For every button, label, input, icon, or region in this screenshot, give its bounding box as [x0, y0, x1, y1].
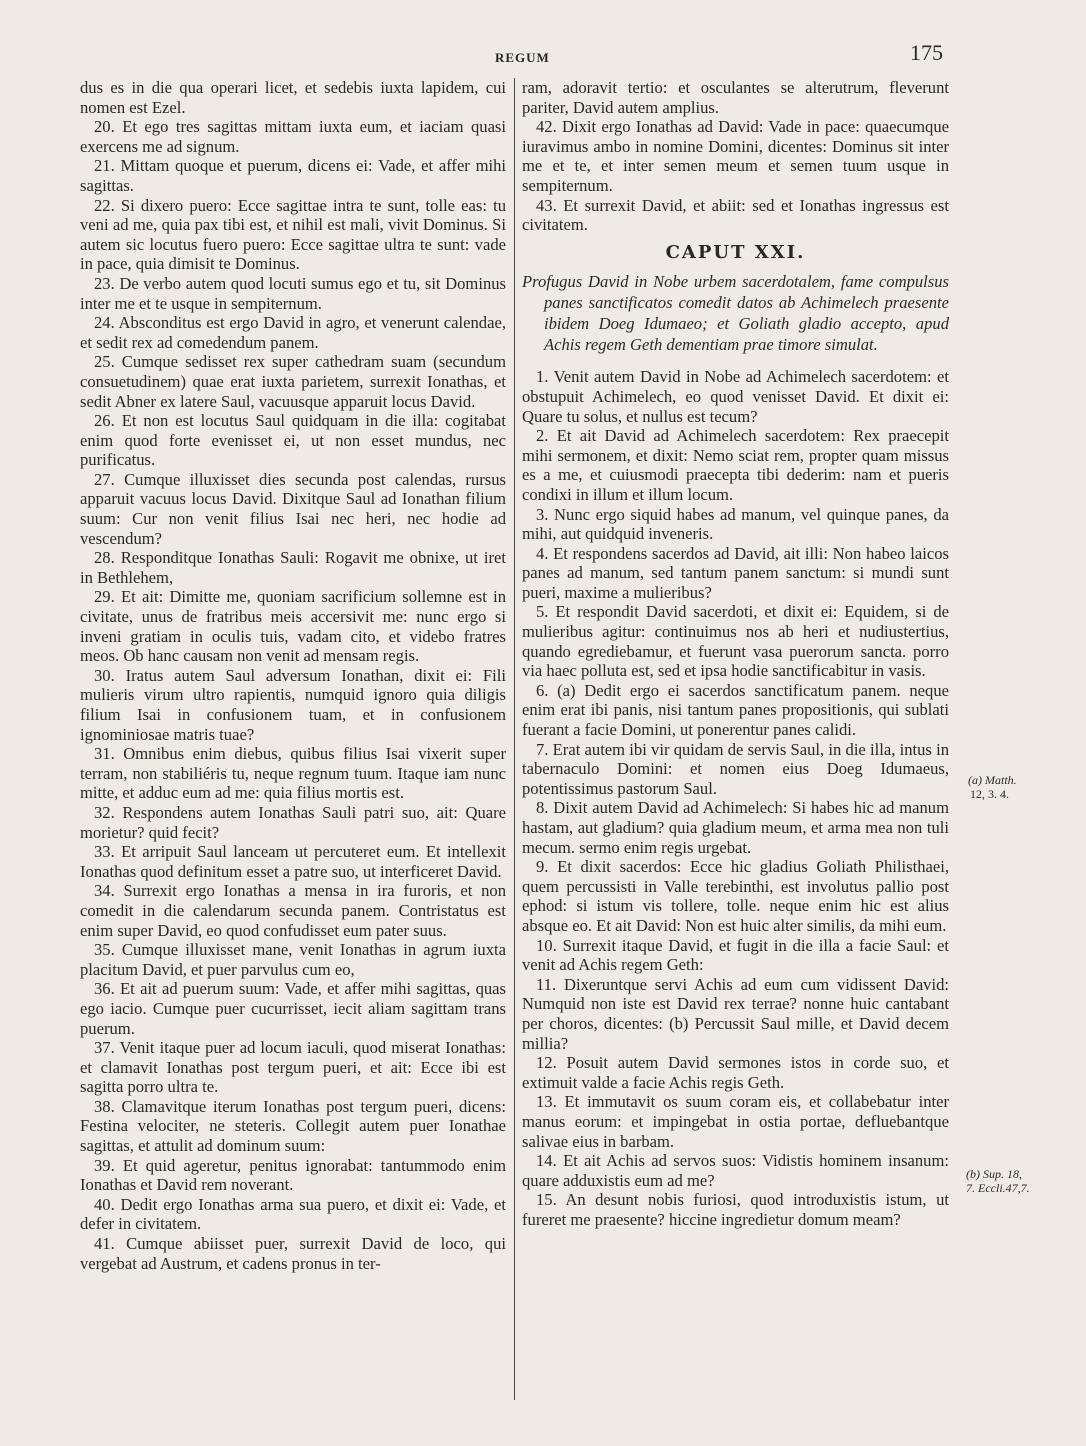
footnote-a-label: (a) Matth. [968, 773, 1017, 787]
verse-paragraph: 20. Et ego tres sagittas mittam iuxta eum, et iaciam quasi exercens me ad signum. [80, 117, 506, 156]
verse-paragraph: 1. Venit autem David in Nobe ad Achimelech sacerdotem: et obstupuit Achimelech, eo quod venisset David. Et dixit ei: Quare tu solus, et nullus est tecum? [522, 367, 949, 426]
verse-paragraph: 11. Dixeruntque servi Achis ad eum cum vidissent David: Numquid non iste est David rex terrae? nonne huic cantabant per choros, dicentes: (b) Percussit Saul mille, et David decem millia? [522, 974, 949, 1053]
chapter-summary: Profugus David in Nobe urbem sacerdotalem, fame compulsus panes sanctificatos comedit datos ab Achimelech praesente ibidem Doeg Idumaeo; et Goliath gladio accepto, apud Achis regem Geth dementiam prae timore simulat. [522, 272, 949, 355]
footnote-b-label: (b) Sup. 18, [966, 1167, 1022, 1181]
verse-paragraph: 27. Cumque illuxisset dies secunda post calendas, rursus apparuit vacuus locus David. Dixitque Saul ad Ionathan filium suum: Cur non venit filius Isai nec heri, nec hodie ad vescendum? [80, 469, 506, 548]
verse-paragraph: 33. Et arripuit Saul lanceam ut percuteret eum. Et intellexit Ionathas quod definitum esset a patre suo, ut interficeret David. [80, 842, 506, 881]
footnote-b-ref: 7. Eccli.47,7. [966, 1181, 1030, 1195]
verse-paragraph: 15. An desunt nobis furiosi, quod introduxistis istum, ut fureret me praesente? hiccine ingredietur domum meam? [522, 1190, 949, 1229]
footnote-a [968, 773, 1017, 801]
page-number: 175 [910, 40, 943, 65]
verse-paragraph: 41. Cumque abiisset puer, surrexit David de loco, qui vergebat ad Austrum, et cadens pronus in ter- [80, 1234, 506, 1273]
chapter-heading: CAPUT XXI. [665, 241, 806, 263]
verse-paragraph: 43. Et surrexit David, et abiit: sed et Ionathas ingressus est civitatem. [522, 195, 949, 235]
verse-paragraph: 8. Dixit autem David ad Achimelech: Si habes hic ad manum hastam, aut gladium? quia gladium meum, et arma mea non tuli mecum. sermo enim regis urgebat. [522, 798, 949, 857]
verse-paragraph: 34. Surrexit ergo Ionathas a mensa in ira furoris, et non comedit in die calendarum secunda panem. Contristatus est enim super David, eo quod confudisset eum pater suus. [80, 881, 506, 940]
verse-paragraph: 23. De verbo autem quod locuti sumus ego et tu, sit Dominus inter me et te usque in sempiternum. [80, 273, 506, 313]
verse-paragraph: 13. Et immutavit os suum coram eis, et collabebatur inter manus eorum: et impingebat in ostia portae, defluebantque salivae eius in barbam. [522, 1092, 949, 1151]
verse-paragraph: 14. Et ait Achis ad servos suos: Vidistis hominem insanum: quare adduxistis eum ad me? [522, 1151, 949, 1190]
verse-paragraph: 22. Si dixero puero: Ecce sagittae intra te sunt, tolle eas: tu veni ad me, quia pax tibi est, et nihil est mali, vivit Dominus. Si autem sic locutus fuero puero: Ecce sagittae ultra te sunt: vade in pace, quia dimisit te Dominus. [80, 195, 506, 274]
verse-paragraph: 7. Erat autem ibi vir quidam de servis Saul, in die illa, intus in tabernaculo Domini: et nomen eius Doeg Idumaeus, potentissimus pastorum Saul. [522, 739, 949, 798]
verse-paragraph: 35. Cumque illuxisset mane, venit Ionathas in agrum iuxta placitum David, et puer parvulus cum eo, [80, 940, 506, 979]
verse-paragraph: 4. Et respondens sacerdos ad David, ait illi: Non habeo laicos panes ad manum, sed tantum panem sanctum: si mundi sunt pueri, maxime a mulieribus? [522, 543, 949, 602]
running-head-title: REGUM [495, 50, 550, 65]
verse-paragraph: 6. (a) Dedit ergo ei sacerdos sanctificatum panem. neque enim erat ibi panis, nisi tantum panes propositionis, qui sublati fuerant a facie Domini, ut ponerentur panes calidi. [522, 680, 949, 740]
verse-paragraph: 2. Et ait David ad Achimelech sacerdotem: Rex praecepit mihi sermonem, et dixit: Nemo sciat rem, propter quam missus es a me, et cuiusmodi praecepta tibi dederim: nam et pueris condixi in illum et illum locum. [522, 426, 949, 504]
footnote-a-ref: 12, 3. 4. [970, 787, 1009, 801]
verse-paragraph: 3. Nunc ergo siquid habes ad manum, vel quinque panes, da mihi, aut quidquid inveneris. [522, 504, 949, 544]
verse-paragraph: 37. Venit itaque puer ad locum iaculi, quod miserat Ionathas: et clamavit Ionathas post tergum pueri, et ait: Ecce ibi est sagitta porro ultra te. [80, 1038, 506, 1097]
verse-paragraph: 9. Et dixit sacerdos: Ecce hic gladius Goliath Philisthaei, quem percussisti in Valle terebinthi, est involutus pallio post ephod: si istum vis tollere, tolle. neque enim hic est alius absque eo. Et ait David: Non est huic alter similis, da mihi eum. [522, 857, 949, 935]
verse-paragraph: ram, adoravit tertio: et osculantes se alterutrum, fleverunt pariter, David autem amplius. [522, 78, 949, 117]
verse-paragraph: 24. Absconditus est ergo David in agro, et venerunt calendae, et sedit rex ad comedendum panem. [80, 313, 506, 352]
verse-paragraph: 38. Clamavitque iterum Ionathas post tergum pueri, dicens: Festina velociter, ne steteris. Collegit autem puer Ionathae sagittas, et attulit ad dominum suum: [80, 1096, 506, 1156]
footnote-b [966, 1167, 1030, 1195]
left-column [80, 78, 506, 1273]
verse-paragraph: 36. Et ait ad puerum suum: Vade, et affer mihi sagittas, quas ego iacio. Cumque puer cucurrisset, iecit aliam sagittam trans puerum. [80, 979, 506, 1038]
verse-paragraph: 32. Respondens autem Ionathas Sauli patri suo, ait: Quare morietur? quid fecit? [80, 802, 506, 842]
verse-paragraph: 25. Cumque sedisset rex super cathedram suam (secundum consuetudinem) quae erat iuxta parietem, surrexit Ionathas, et sedit Abner ex latere Saul, vacuusque apparuit locus David. [80, 352, 506, 411]
verse-paragraph: 40. Dedit ergo Ionathas arma sua puero, et dixit ei: Vade, et defer in civitatem. [80, 1194, 506, 1234]
verse-paragraph: 5. Et respondit David sacerdoti, et dixit ei: Equidem, si de mulieribus agitur: continuimus nos ab heri et nudiustertius, quando egrediebamur, et fuerunt vasa puerorum sancta. porro via haec polluta est, sed et ipsa hodie sanctificabitur in vasis. [522, 602, 949, 681]
verse-paragraph: 12. Posuit autem David sermones istos in corde suo, et extimuit valde a facie Achis regis Geth. [522, 1053, 949, 1092]
verse-paragraph: 30. Iratus autem Saul adversum Ionathan, dixit ei: Fili mulieris virum ultro rapientis, numquid ignoro quia diligis filium Isai in confusionem tuam, et in confusionem ignominiosae matris tuae? [80, 665, 506, 744]
verse-paragraph: 29. Et ait: Dimitte me, quoniam sacrificium sollemne est in civitate, unus de fratribus meis accersivit me: nunc ergo si inveni gratiam in oculis tuis, vadam cito, et videbo fratres meos. Ob hanc causam non venit ad mensam regis. [80, 587, 506, 666]
right-column-top-verses [522, 78, 949, 235]
verse-paragraph: 28. Responditque Ionathas Sauli: Rogavit me obnixe, ut iret in Bethlehem, [80, 548, 506, 587]
verse-paragraph: dus es in die qua operari licet, et sedebis iuxta lapidem, cui nomen est Ezel. [80, 78, 506, 117]
verse-paragraph: 39. Et quid ageretur, penitus ignorabat: tantummodo enim Ionathas et David rem noverant. [80, 1155, 506, 1195]
verse-paragraph: 21. Mittam quoque et puerum, dicens ei: Vade, et affer mihi sagittas. [80, 156, 506, 195]
verse-paragraph: 31. Omnibus enim diebus, quibus filius Isai vixerit super terram, non stabiliéris tu, neque regnum tuum. Itaque iam nunc mitte, et adduc eum ad me: quia filius mortis est. [80, 744, 506, 803]
right-column-chapter-verses [522, 367, 949, 1229]
right-column [522, 78, 949, 1229]
column-divider [514, 78, 515, 1400]
verse-paragraph: 26. Et non est locutus Saul quidquam in die illa: cogitabat enim quod forte evenisset ei, ut non esset mundus, nec purificatus. [80, 411, 506, 470]
verse-paragraph: 42. Dixit ergo Ionathas ad David: Vade in pace: quaecumque iuravimus ambo in nomine Domini, dicentes: Dominus sit inter me et te, et inter semen meum et semen tuum usque in sempiternum. [522, 117, 949, 195]
verse-paragraph: 10. Surrexit itaque David, et fugit in die illa a facie Saul: et venit ad Achis regem Geth: [522, 935, 949, 975]
